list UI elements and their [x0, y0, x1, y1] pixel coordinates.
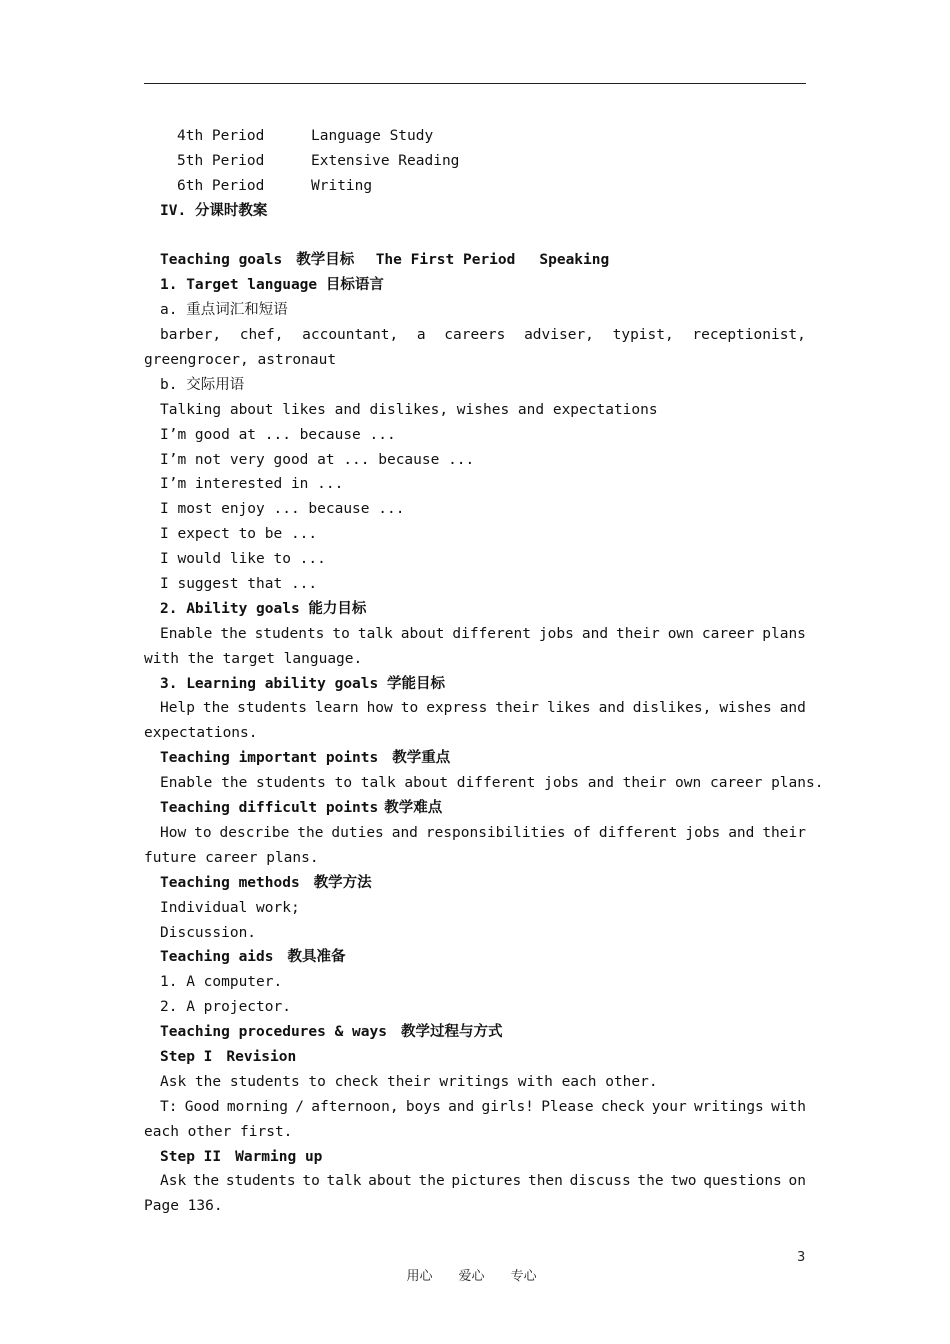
- vocab-line: [144, 323, 806, 348]
- vocab-line-2: greengrocer, astronaut: [144, 352, 337, 369]
- word: plans: [762, 625, 806, 642]
- heading-target-language: 1. Target language 目标语言: [160, 277, 384, 294]
- word: students: [237, 700, 307, 717]
- word: questions: [703, 1173, 782, 1190]
- word: afternoon,: [311, 1098, 399, 1115]
- word: How: [160, 824, 187, 841]
- vocab-word: a: [416, 327, 426, 344]
- subheading-vocab: a. 重点词汇和短语: [160, 302, 288, 319]
- heading-zh: 教学目标: [296, 252, 355, 269]
- word: to: [332, 625, 350, 642]
- word: T:: [160, 1098, 178, 1115]
- page-number: 3: [797, 1250, 806, 1265]
- period-name: Language Study: [311, 128, 434, 144]
- word: their: [762, 824, 806, 841]
- heading-teaching-procedures: [144, 1020, 806, 1045]
- expression-line: I most enjoy ... because ...: [160, 501, 405, 518]
- expression-line: Talking about likes and dislikes, wishes and expectations: [160, 401, 658, 418]
- word: the: [418, 1173, 445, 1190]
- word: and: [728, 824, 755, 841]
- step-heading: [144, 1045, 806, 1070]
- vocab-word: barber,: [160, 327, 222, 344]
- word: students: [254, 625, 325, 642]
- word: Enable: [160, 625, 213, 642]
- footer-motto: [390, 1250, 563, 1299]
- period-name: Writing: [311, 177, 373, 194]
- subheading-expressions: b. 交际用语: [160, 376, 245, 393]
- word: and: [581, 625, 609, 642]
- word: Please: [541, 1098, 594, 1115]
- word: duties: [331, 824, 384, 841]
- header-rule: [144, 83, 806, 84]
- paragraph-line: Page 136.: [144, 1198, 223, 1215]
- word: to: [302, 1173, 320, 1190]
- paragraph-line: expectations.: [144, 725, 258, 742]
- step-label: Step II: [160, 1148, 222, 1165]
- justified-paragraph-line: [144, 821, 806, 846]
- heading-en: Teaching goals: [160, 252, 283, 269]
- word: check: [600, 1098, 645, 1115]
- word: express: [426, 700, 488, 717]
- period-number: 6th Period: [177, 177, 265, 194]
- period-row: [144, 174, 806, 199]
- word: about: [400, 625, 445, 642]
- lesson-title-left: The First Period: [375, 252, 516, 269]
- word: talk: [326, 1173, 362, 1190]
- expression-line: I’m not very good at ... because ...: [160, 451, 475, 468]
- vocab-word: receptionist,: [692, 327, 806, 344]
- word: Ask: [160, 1173, 187, 1190]
- heading-ability-goals: 2. Ability goals 能力目标: [160, 600, 367, 617]
- expression-line: I expect to be ...: [160, 526, 318, 543]
- word: Good: [184, 1098, 220, 1115]
- expression-line: I’m good at ... because ...: [160, 426, 396, 443]
- word: and: [779, 700, 806, 717]
- vocab-word: careers: [444, 327, 506, 344]
- justified-paragraph-line: [144, 1169, 806, 1194]
- vocab-word: chef,: [239, 327, 284, 344]
- period-number: 5th Period: [177, 152, 265, 169]
- word: to: [400, 700, 419, 717]
- period-number: 4th Period: [177, 128, 265, 144]
- heading-zh: 教学重点: [392, 750, 451, 767]
- word: discuss: [569, 1173, 631, 1190]
- list-item: Individual work;: [160, 899, 300, 916]
- heading-en: Teaching methods: [160, 874, 300, 891]
- justified-paragraph-line: [144, 1095, 806, 1120]
- document-body: [144, 124, 824, 1219]
- word: morning: [226, 1098, 289, 1115]
- word: the: [220, 625, 247, 642]
- paragraph-line: with the target language.: [144, 650, 363, 667]
- word: boys: [405, 1098, 441, 1115]
- paragraph-line: Enable the students to talk about different jobs and their own career plans.: [160, 775, 824, 792]
- word: wishes: [719, 700, 772, 717]
- vocab-word: accountant,: [302, 327, 399, 344]
- heading-zh: 教学方法: [313, 874, 372, 891]
- word: and: [598, 700, 625, 717]
- word: two: [670, 1173, 697, 1190]
- list-item: Discussion.: [160, 924, 257, 941]
- word: students: [225, 1173, 296, 1190]
- word: girls!: [481, 1098, 534, 1115]
- section-heading-iv: IV. 分课时教案: [160, 202, 268, 219]
- word: to: [194, 824, 212, 841]
- word: different: [452, 625, 531, 642]
- heading-important-points: [144, 746, 806, 771]
- word: and: [448, 1098, 475, 1115]
- word: their: [495, 700, 539, 717]
- motto-word: 用心: [406, 1269, 433, 1284]
- expression-line: I’m interested in ...: [160, 476, 344, 493]
- period-name: Extensive Reading: [311, 152, 460, 169]
- heading-en: Teaching difficult points: [160, 800, 379, 817]
- motto-word: 爱心: [458, 1269, 485, 1284]
- step-title: Warming up: [235, 1148, 323, 1165]
- word: career: [701, 625, 755, 642]
- word: of: [573, 824, 591, 841]
- justified-paragraph-line: [144, 696, 806, 721]
- word: Help: [160, 700, 195, 717]
- word: describe: [219, 824, 290, 841]
- word: the: [192, 1173, 220, 1190]
- heading-zh: 教学过程与方式: [400, 1024, 503, 1041]
- word: jobs: [685, 824, 721, 841]
- word: on: [788, 1173, 806, 1190]
- vocab-word: adviser,: [524, 327, 594, 344]
- heading-teaching-methods: [144, 871, 806, 896]
- paragraph-line: each other first.: [144, 1123, 293, 1140]
- word: your: [651, 1098, 687, 1115]
- word: writings: [693, 1098, 764, 1115]
- step-heading: [144, 1145, 806, 1170]
- step-title: Revision: [226, 1048, 297, 1065]
- word: how: [366, 700, 393, 717]
- heading-zh: 教学难点: [384, 800, 443, 817]
- motto-word: 专心: [510, 1269, 537, 1284]
- word: the: [637, 1173, 664, 1190]
- word: and: [391, 824, 418, 841]
- heading-difficult-points: [144, 796, 806, 821]
- word: likes: [546, 700, 591, 717]
- word: /: [295, 1098, 305, 1115]
- word: talk: [357, 625, 393, 642]
- word: the: [202, 700, 230, 717]
- expression-line: I suggest that ...: [160, 576, 318, 593]
- word: their: [616, 625, 660, 642]
- word: different: [598, 824, 678, 841]
- heading-teaching-aids: [144, 945, 806, 970]
- paragraph-line: future career plans.: [144, 849, 319, 866]
- heading-en: Teaching aids: [160, 949, 274, 966]
- period-row: [144, 124, 806, 149]
- justified-paragraph-line: [144, 622, 806, 647]
- lesson-title-right: Speaking: [539, 252, 610, 269]
- word: responsibilities: [425, 824, 566, 841]
- vocab-word: typist,: [612, 327, 674, 344]
- word: learn: [314, 700, 359, 717]
- step-label: Step I: [160, 1048, 213, 1065]
- paragraph-line: Ask the students to check their writings with each other.: [160, 1073, 658, 1090]
- heading-zh: 教具准备: [287, 949, 346, 966]
- heading-en: Teaching procedures & ways: [160, 1024, 387, 1041]
- word: pictures: [451, 1173, 522, 1190]
- word: with: [771, 1098, 806, 1115]
- word: then: [527, 1173, 563, 1190]
- word: dislikes,: [632, 700, 712, 717]
- heading-en: Teaching important points: [160, 750, 379, 767]
- period-row: [144, 149, 806, 174]
- expression-line: I would like to ...: [160, 551, 326, 568]
- word: the: [297, 824, 324, 841]
- word: about: [368, 1173, 412, 1190]
- word: own: [667, 625, 694, 642]
- word: jobs: [538, 625, 574, 642]
- list-item: 2. A projector.: [160, 999, 291, 1016]
- heading-learning-goals: 3. Learning ability goals 学能目标: [160, 675, 445, 692]
- list-item: 1. A computer.: [160, 974, 283, 991]
